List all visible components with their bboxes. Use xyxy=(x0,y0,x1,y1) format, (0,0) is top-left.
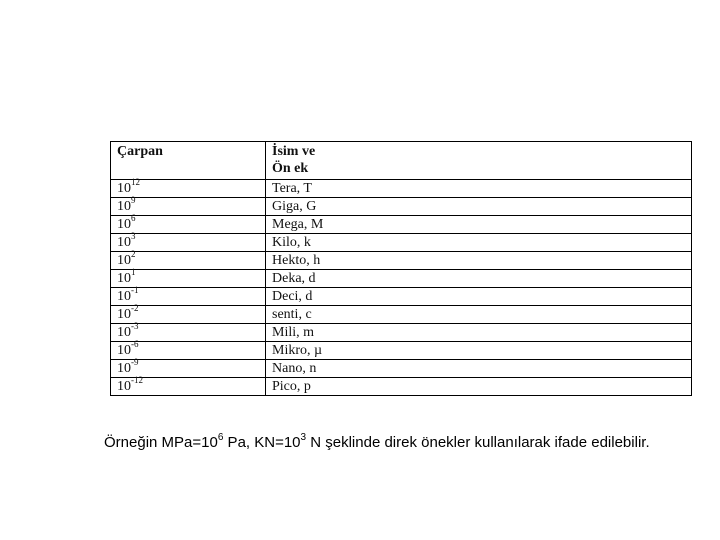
prefix-name-cell: Kilo, k xyxy=(266,234,692,252)
header-name-prefix xyxy=(266,142,692,180)
table-row xyxy=(111,360,692,378)
table-row xyxy=(111,342,692,360)
multiplier-cell: $10^6$ xyxy=(111,216,266,234)
table-row xyxy=(111,270,692,288)
multiplier-cell: $10^9$ xyxy=(111,198,266,216)
multiplier-cell: $10^1$ xyxy=(111,270,266,288)
multiplier-cell: $10^3$ xyxy=(111,234,266,252)
table-row xyxy=(111,378,692,396)
table-row xyxy=(111,306,692,324)
multiplier-cell: $10^{-2}$ xyxy=(111,306,266,324)
prefix-name-cell: Deka, d xyxy=(266,270,692,288)
table-header-row xyxy=(111,142,692,180)
example-caption: Örneğin $MPa=10^6$ Pa, $KN=10^3$ N şeklinde direk önekler kullanılarak ifade edilebilir. xyxy=(104,432,650,451)
table-row xyxy=(111,198,692,216)
prefix-table xyxy=(110,141,692,396)
header-name-line2: Ön ek xyxy=(272,161,309,176)
prefix-name-cell: senti, c xyxy=(266,306,692,324)
multiplier-cell: $10^{-3}$ xyxy=(111,324,266,342)
prefix-name-cell: Giga, G xyxy=(266,198,692,216)
table-row xyxy=(111,252,692,270)
table-row xyxy=(111,324,692,342)
multiplier-cell: $10^{12}$ xyxy=(111,180,266,198)
prefix-name-cell: Hekto, h xyxy=(266,252,692,270)
caption-exponent: 6 xyxy=(217,432,224,443)
caption-exponent: 3 xyxy=(300,432,307,443)
table-row xyxy=(111,216,692,234)
prefix-name-cell: Mega, M xyxy=(266,216,692,234)
multiplier-cell: $10^2$ xyxy=(111,252,266,270)
prefix-name-cell: Deci, d xyxy=(266,288,692,306)
multiplier-cell: $10^{-6}$ xyxy=(111,342,266,360)
table-body xyxy=(111,177,692,396)
table-row xyxy=(111,234,692,252)
prefix-name-cell: Mikro, µ xyxy=(266,342,692,360)
multiplier-cell: $10^{-1}$ xyxy=(111,288,266,306)
header-name-line1: İsim ve xyxy=(272,144,316,159)
prefix-name-cell: Tera, T xyxy=(266,180,692,198)
header-multiplier: Çarpan xyxy=(111,142,266,180)
multiplier-cell: $10^{-12}$ xyxy=(111,378,266,396)
prefix-name-cell: Nano, n xyxy=(266,360,692,378)
prefix-name-cell: Mili, m xyxy=(266,324,692,342)
table-row xyxy=(111,288,692,306)
multiplier-cell: $10^{-9}$ xyxy=(111,360,266,378)
table-row xyxy=(111,180,692,198)
prefix-name-cell: Pico, p xyxy=(266,378,692,396)
